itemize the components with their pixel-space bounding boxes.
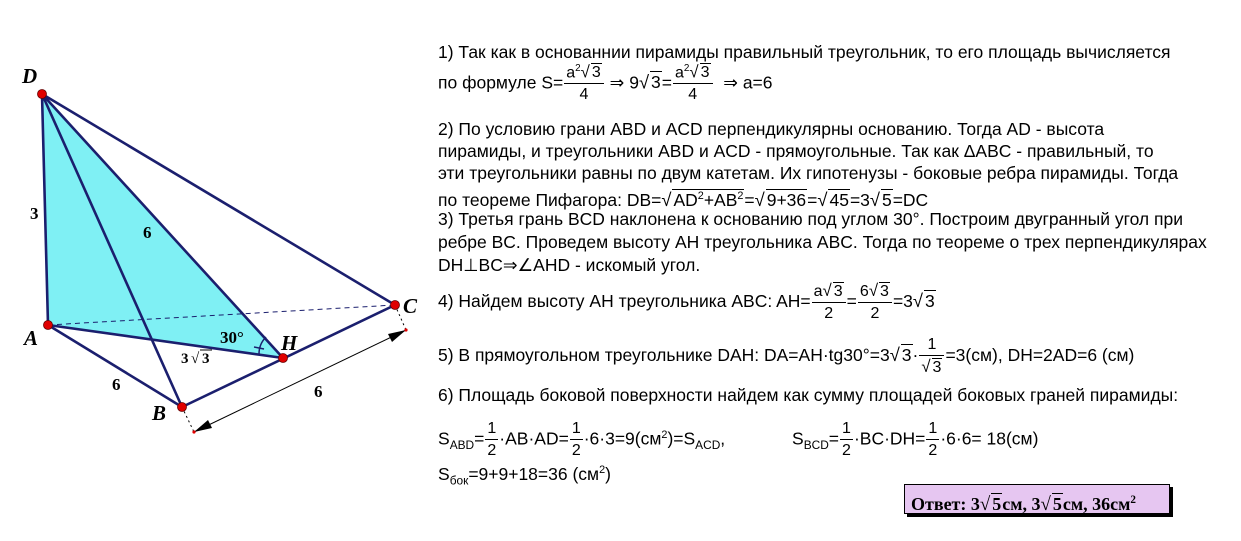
dot: ·: [912, 345, 919, 366]
s-abd-sub: ABD: [449, 438, 475, 453]
s6-f4-den: 2: [928, 442, 938, 459]
label-b: B: [152, 401, 167, 425]
answer-pow: 2: [1130, 494, 1136, 506]
s-bok: S: [438, 463, 450, 484]
sqrt-sign: √: [638, 71, 650, 93]
implies-arrow: ⇒: [609, 72, 625, 93]
s6-sabd-tail2: )=S: [667, 428, 696, 449]
step5-prefix: 5) В прямоугольном треугольнике DAH: DA=AH·tg30°=3: [438, 345, 890, 366]
label-ah-sqrt-sign: √: [191, 351, 200, 367]
step6-sbok: [438, 460, 611, 491]
s6-f3-den: 2: [842, 442, 851, 459]
step6-line1: 6) Площадь боковой поверхности найдем как сумму площадей боковых граней пирамиды:: [438, 385, 1179, 405]
point-c: [391, 301, 400, 310]
frac2-num-a: a: [674, 64, 684, 82]
sqrt-sign: √: [661, 188, 672, 210]
s6-f1-num: 1: [485, 421, 498, 440]
s5-frac-num: 1: [919, 337, 944, 356]
sqrt-sign: √: [689, 62, 699, 82]
label-c: C: [403, 294, 418, 318]
point-a: [44, 321, 53, 330]
eq: =: [828, 428, 840, 449]
sqrt-sign: √: [979, 494, 991, 515]
frac1-num-pow: 2: [575, 63, 581, 74]
sqrt-sign: √: [912, 290, 923, 312]
step6-sbcd: [792, 421, 1038, 459]
step2-line2: пирамиды, и треугольники ABD и ACD - прямоугольные. Так как ΔABC - правильный, то: [438, 141, 1154, 161]
dim-arrow-right: [388, 330, 406, 342]
step2-radicand1: [672, 189, 744, 210]
s6-sabd-pow: 2: [661, 428, 668, 441]
step5-line: [438, 337, 1134, 376]
s4-f1-num-a: a: [813, 283, 823, 300]
frac1-num-a: a: [566, 64, 576, 82]
frac2-num-rad: 3: [700, 64, 710, 82]
s4-f2-den: 2: [870, 305, 880, 322]
answer-rad1: 5: [992, 494, 1002, 514]
answer-mid: см, 3: [1002, 494, 1041, 514]
s4-f2-num-rad: 3: [880, 283, 889, 300]
eq-coef: =3: [892, 291, 913, 312]
sqrt-sign: √: [1040, 494, 1051, 515]
step1-mid-coef: 9: [629, 72, 639, 93]
s6-sbok-pow: 2: [599, 464, 606, 476]
label-ad-length: 3: [30, 204, 39, 223]
eq-coef: =3: [849, 189, 870, 210]
eq: =: [744, 189, 755, 210]
rad1-plus-ab: +AB: [703, 189, 738, 210]
label-ab-length: 6: [112, 375, 121, 394]
step1-formula-prefix: по формуле S=: [438, 72, 564, 93]
s6-f1-den: 2: [487, 442, 497, 459]
s6-f3-num: 1: [840, 421, 853, 440]
step1-fraction1: [564, 64, 604, 103]
rad1-pow1: 2: [697, 190, 704, 202]
sqrt-sign: √: [817, 188, 828, 210]
step1-mid-rad: 3: [651, 72, 661, 93]
step3-line3: DH⊥BC⇒∠AHD - искомый угол.: [438, 255, 701, 275]
s5-frac-den-rad: 3: [932, 359, 942, 376]
s6-f4-num: 1: [926, 421, 939, 440]
s4-f2-num-c: 6: [859, 283, 869, 300]
point-b: [178, 403, 187, 412]
frac1-den: 4: [579, 86, 589, 104]
rad1-pow2: 2: [737, 190, 744, 202]
label-dh-length: 6: [143, 223, 152, 242]
s6-fraction1: [485, 421, 498, 459]
sqrt-sign: √: [580, 62, 590, 82]
s6-sabd-mid: ·AB·AD=: [499, 428, 569, 449]
comma: ,: [720, 428, 726, 449]
sqrt-sign: √: [921, 357, 931, 376]
answer-tail: см, 36см: [1062, 494, 1131, 514]
frac1-num-rad: 3: [591, 64, 601, 82]
s4-f1-den: 2: [824, 305, 834, 322]
label-ah-coef: 3: [181, 351, 189, 367]
sqrt-sign: √: [822, 281, 832, 300]
step2-radicand2: 9+36: [766, 189, 807, 210]
step4-fraction1: [812, 283, 846, 322]
step5-fraction: [919, 337, 944, 376]
label-ah-rad: 3: [202, 351, 210, 367]
step6-areas: [438, 421, 725, 459]
s6-sbcd-tail: ·6·6= 18(см): [940, 428, 1039, 449]
dim-dot-b: [192, 430, 195, 433]
s4-rad: 3: [924, 291, 935, 312]
s6-f2-num: 1: [570, 421, 583, 440]
label-bc-length: 6: [314, 382, 323, 401]
s-acd-sub: ACD: [695, 438, 721, 453]
sqrt-sign: √: [754, 188, 765, 210]
frac2-den: 4: [688, 86, 698, 104]
label-d: D: [22, 64, 38, 88]
step1-line1: 1) Так как в основаннии пирамиды правильный треугольник, то его площадь вычисляется: [438, 42, 1171, 62]
eq: =: [807, 189, 818, 210]
s6-f2-den: 2: [571, 442, 581, 459]
s-bcd-sub: BCD: [803, 438, 829, 453]
answer-prefix: Ответ: 3: [911, 494, 980, 514]
answer-rad2: 5: [1052, 494, 1062, 514]
step1-result: a=6: [742, 72, 773, 93]
s6-sbcd-mid: ·BC·DH=: [853, 428, 926, 449]
step2-radicand3: 45: [829, 189, 849, 210]
eq: =: [474, 428, 485, 449]
s6-fraction2: [570, 421, 583, 459]
sqrt-sign: √: [868, 281, 879, 300]
s6-fraction3: [840, 421, 853, 459]
label-a: A: [24, 326, 39, 350]
frac2-num-pow: 2: [683, 63, 690, 74]
step2-radicand4: 5: [881, 189, 892, 210]
s5-frac-den: [919, 356, 944, 376]
eq: =: [846, 291, 857, 312]
s6-sabd-tail1: ·6·3=9(см: [583, 428, 662, 449]
step2-line1: 2) По условию грани ABD и ACD перпендикулярны основанию. Тогда AD - высота: [438, 119, 1105, 139]
s4-f1-num-rad: 3: [833, 283, 843, 300]
answer-box: [904, 484, 1170, 514]
label-h: H: [281, 331, 298, 355]
step2-line3: эти треугольники равны по двум катетам. Их гипотенузы - боковые ребра пирамиды. Тогда: [438, 163, 1179, 183]
s-bok-sub: бок: [449, 473, 469, 488]
label-angle: 30°: [220, 328, 244, 347]
step1-line2: [438, 64, 773, 103]
sqrt-sign: √: [869, 188, 880, 210]
step1-mid-eq: =: [661, 72, 672, 93]
point-d: [38, 90, 47, 99]
s-bcd: S: [792, 428, 804, 449]
pyramid-figure: [0, 0, 430, 541]
dim-arrow-left: [194, 420, 212, 432]
step1-fraction2: [673, 64, 713, 103]
sqrt-sign: √: [889, 344, 900, 366]
s6-sbok-tail1: =9+9+18=36 (см: [468, 463, 600, 484]
s6-sbok-tail2: ): [605, 463, 611, 484]
rad1-ad: AD: [673, 189, 698, 210]
step2-line4: [438, 186, 928, 211]
s6-fraction4: [926, 421, 939, 459]
step4-fraction2: [858, 283, 892, 322]
dim-dot-c: [404, 328, 407, 331]
s5-rad: 3: [901, 345, 912, 366]
step3-line1: 3) Третья грань BCD наклонена к основанию под углом 30°. Построим двугранный угол при: [438, 209, 1183, 229]
step4-line: [438, 283, 936, 322]
step4-prefix: 4) Найдем высоту AH треугольника ABC: AH=: [438, 291, 811, 312]
step2-pythagoras-prefix: по теореме Пифагора: DB=: [438, 189, 662, 210]
step5-tail: =3(см), DH=2AD=6 (см): [945, 345, 1135, 366]
s-abd: S: [438, 428, 450, 449]
implies-arrow: ⇒: [723, 72, 738, 93]
step3-line2: ребре BC. Проведем высоту AH треугольника ABC. Тогда по теореме о трех перпендикулярах: [438, 232, 1207, 252]
step2-tail: =DC: [892, 189, 929, 210]
